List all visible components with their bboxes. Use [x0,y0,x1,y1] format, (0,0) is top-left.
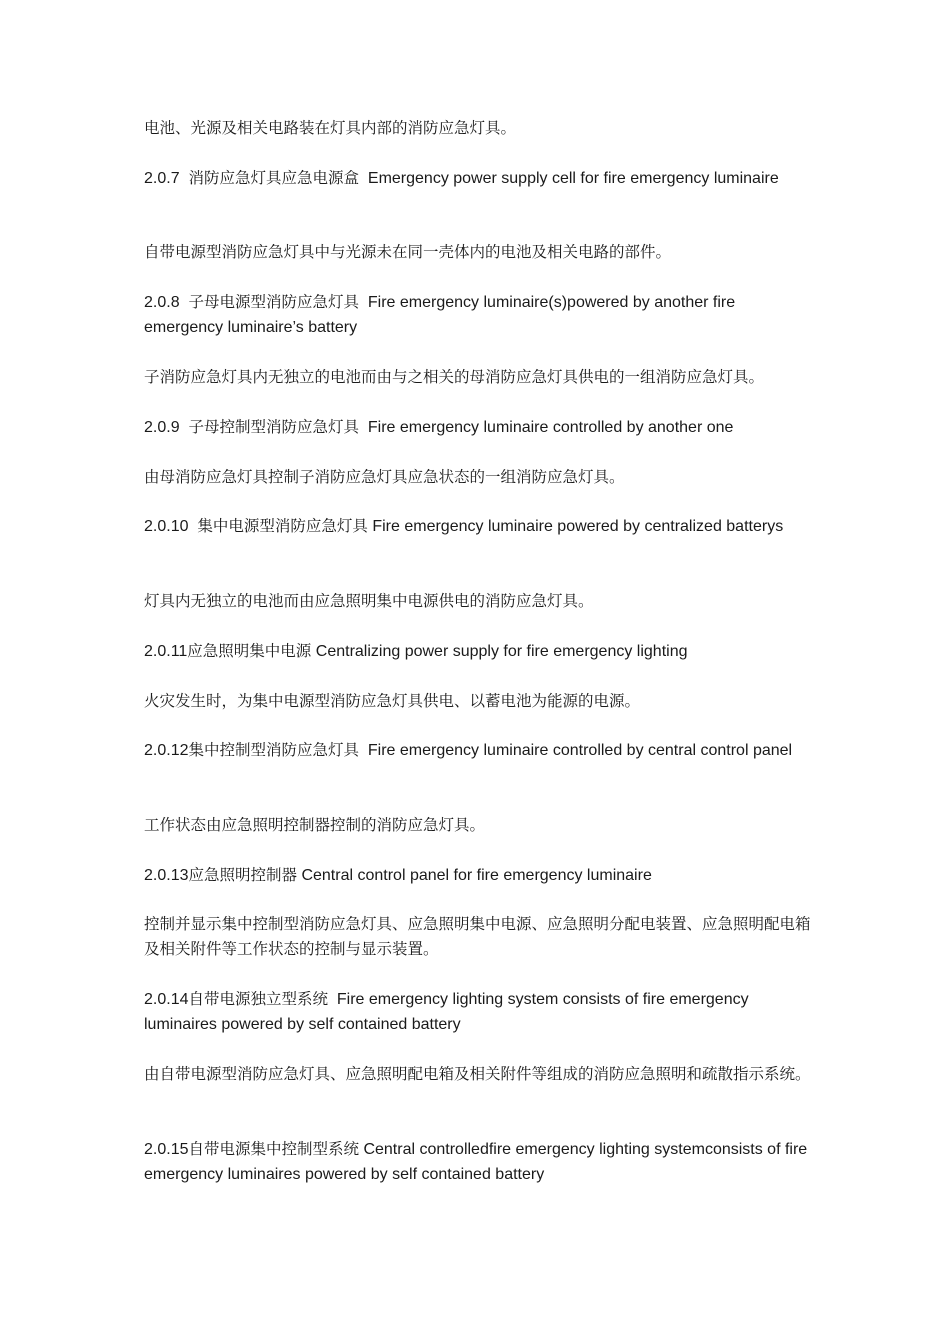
term-number: 2.0.7 [144,170,180,187]
term-english: Fire emergency lighting system consists of fire emergency luminaires powered by self contained battery [144,991,749,1033]
definition-2-0-13: 控制并显示集中控制型消防应急灯具、应急照明集中电源、应急照明分配电装置、应急照明配电箱及相关附件等工作状态的控制与显示装置。 [144,915,811,958]
term-number: 2.0.9 [144,419,180,436]
term-2-0-10 [144,514,814,539]
term-number: 2.0.13 [144,867,189,884]
term-english: Central controlledfire emergency lighting systemconsists of fire emergency luminaires powered by self contained battery [144,1141,808,1183]
term-2-0-12 [144,738,814,763]
term-number: 2.0.11 [144,643,188,660]
term-english: Fire emergency luminaire powered by centralized batterys [372,518,784,535]
definition-2-0-9: 由母消防应急灯具控制子消防应急灯具应急状态的一组消防应急灯具。 [144,468,625,486]
term-2-0-14 [144,987,814,1037]
term-chinese: 应急照明集中电源 [187,642,312,660]
definition-2-0-14: 由自带电源型消防应急灯具、应急照明配电箱及相关附件等组成的消防应急照明和疏散指示系统。 [144,1065,811,1083]
term-2-0-9 [144,415,814,440]
definition-2-0-8: 子消防应急灯具内无独立的电池而由与之相关的母消防应急灯具供电的一组消防应急灯具。 [144,368,765,386]
term-english: Fire emergency luminaire controlled by central control panel [367,742,793,759]
definition-2-0-12: 工作状态由应急照明控制器控制的消防应急灯具。 [144,816,486,834]
term-english: Centralizing power supply for fire emergency lighting [315,643,688,660]
paragraph-luminaire-definition: 电池、光源及相关电路装在灯具内部的消防应急灯具。 [144,119,517,137]
term-chinese: 集中控制型消防应急灯具 [188,741,359,759]
term-number: 2.0.8 [144,294,180,311]
definition-2-0-11: 火灾发生时，为集中电源型消防应急灯具供电、以蓄电池为能源的电源。 [144,692,641,710]
term-2-0-15 [144,1137,814,1187]
term-chinese: 应急照明控制器 [188,866,297,884]
term-number: 2.0.15 [144,1141,189,1158]
term-number: 2.0.10 [144,518,189,535]
term-chinese: 自带电源集中控制型系统 [188,1140,359,1158]
term-number: 2.0.12 [144,742,189,759]
term-chinese: 消防应急灯具应急电源盒 [188,169,359,187]
term-chinese: 子母控制型消防应急灯具 [188,418,359,436]
term-chinese: 自带电源独立型系统 [188,990,328,1008]
term-english: Emergency power supply cell for fire emergency luminaire [367,170,779,187]
definition-2-0-7: 自带电源型消防应急灯具中与光源未在同一壳体内的电池及相关电路的部件。 [144,243,672,261]
term-english: Fire emergency luminaire(s)powered by another fire emergency luminaire’s battery [144,294,736,336]
term-english: Fire emergency luminaire controlled by another one [367,419,734,436]
definition-2-0-10: 灯具内无独立的电池而由应急照明集中电源供电的消防应急灯具。 [144,592,594,610]
term-2-0-8 [144,290,814,340]
term-chinese: 集中电源型消防应急灯具 [197,517,368,535]
term-2-0-11 [144,639,814,664]
term-2-0-7 [144,166,814,191]
term-english: Central control panel for fire emergency luminaire [301,867,652,884]
term-number: 2.0.14 [144,991,189,1008]
term-2-0-13 [144,863,814,888]
term-chinese: 子母电源型消防应急灯具 [188,293,359,311]
